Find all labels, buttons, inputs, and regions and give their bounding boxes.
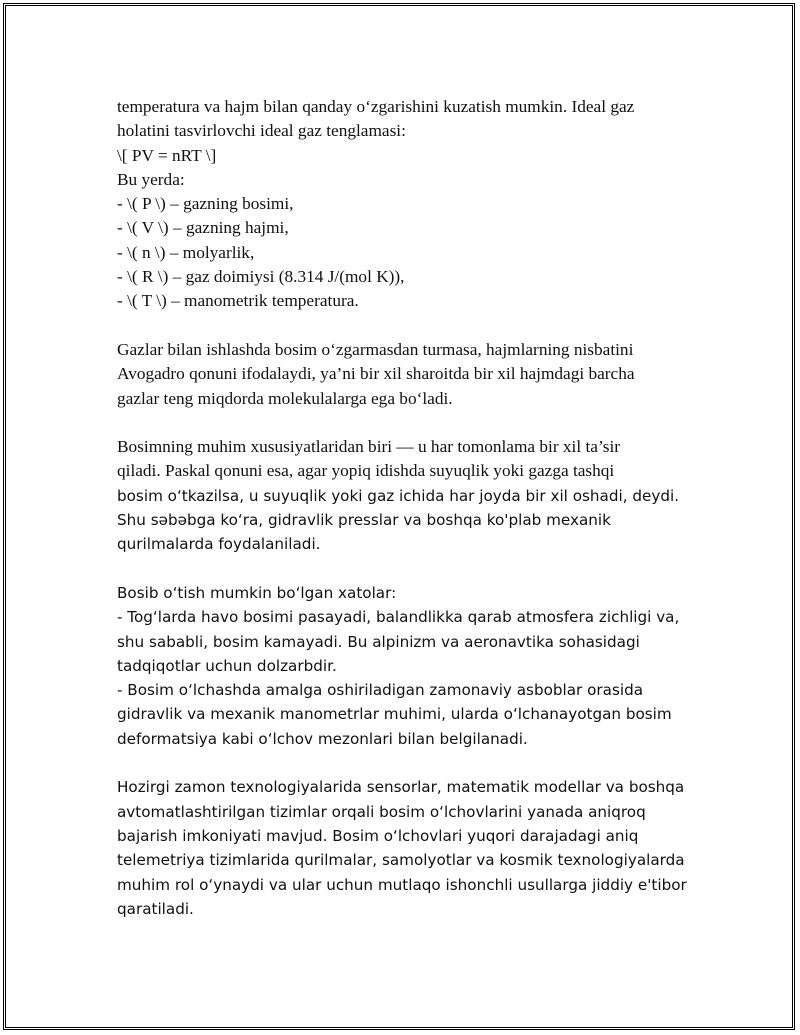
paragraph-modern-tech <box>117 775 717 921</box>
list-item: - \( n \) – molyarlik, <box>117 242 255 262</box>
list-item: - Bosim o‘lchashda amalga oshiriladigan zamonaviy asboblar orasida <box>117 681 644 700</box>
text-line: Bosimning muhim xususiyatlaridan biri — u har tomonlama bir xil ta’sir <box>117 437 621 457</box>
list-item: - \( R \) – gaz doimiysi (8.314 J/(mol K)), <box>117 267 405 287</box>
document-body <box>117 95 717 921</box>
paragraph-errors <box>117 581 717 751</box>
text-line: gazlar teng miqdorda molekulalarga ega bo‘ladi. <box>117 388 453 408</box>
text-line: bosim o‘tkazilsa, u suyuqlik yoki gaz ichida har joyda bir xil oshadi, deydi. <box>117 486 680 505</box>
text-line: qaratiladi. <box>117 899 194 918</box>
text-line: avtomatlashtirilgan tizimlar orqali bosim o‘lchovlarini yanada aniqroq <box>117 802 646 821</box>
paragraph-pascal <box>117 435 717 556</box>
paragraph-gap <box>117 411 717 435</box>
text-line: Hozirgi zamon texnologiyalarida sensorlar, matematik modellar va boshqa <box>117 778 685 797</box>
paragraph-ideal-gas <box>117 95 717 314</box>
text-line: qiladi. Paskal qonuni esa, agar yopiq idishda suyuqlik yoki gazga tashqi <box>117 461 615 481</box>
paragraph-gap <box>117 314 717 338</box>
text-line: Avogadro qonuni ifodalaydi, ya’ni bir xil sharoitda bir xil hajmdagi barcha <box>117 364 635 384</box>
text-line: tadqiqotlar uchun dolzarbdir. <box>117 656 337 675</box>
text-line: gidravlik va mexanik manometrlar muhimi, ularda o‘lchanayotgan bosim <box>117 705 672 724</box>
text-line: Bosib o‘tish mumkin bo‘lgan xatolar: <box>117 583 397 602</box>
text-line: Gazlar bilan ishlashda bosim o‘zgarmasdan turmasa, hajmlarning nisbatini <box>117 339 634 359</box>
text-line: deformatsiya kabi o‘lchov mezonlari bilan belgilanadi. <box>117 729 528 748</box>
paragraph-gap <box>117 751 717 775</box>
list-item: - \( T \) – manometrik temperatura. <box>117 291 359 311</box>
text-line: qurilmalarda foydalaniladi. <box>117 535 321 554</box>
list-item: - Tog‘larda havo bosimi pasayadi, balandlikka qarab atmosfera zichligi va, <box>117 608 680 627</box>
text-line: Shu səbəbga ko‘ra, gidravlik presslar va boshqa ko'plab mexanik <box>117 511 611 530</box>
text-line: muhim rol o‘ynaydi va ular uchun mutlaqo ishonchli usullarga jiddiy e'tibor <box>117 875 687 894</box>
text-line: bajarish imkoniyati mavjud. Bosim o‘lchovlari yuqori darajadagi aniq <box>117 826 639 845</box>
list-item: - \( V \) – gazning hajmi, <box>117 218 289 238</box>
text-line: holatini tasvirlovchi ideal gaz tenglamasi: <box>117 121 406 141</box>
text-line: temperatura va hajm bilan qanday o‘zgarishini kuzatish mumkin. Ideal gaz <box>117 97 635 116</box>
text-line: shu sababli, bosim kamayadi. Bu alpinizm va aeronavtika sohasidagi <box>117 632 640 651</box>
list-item: - \( P \) – gazning bosimi, <box>117 194 294 214</box>
text-line: Bu yerda: <box>117 169 185 189</box>
text-line: telemetriya tizimlarida qurilmalar, samolyotlar va kosmik texnologiyalarda <box>117 851 685 870</box>
equation-line: \[ PV = nRT \] <box>117 145 217 165</box>
paragraph-avogadro <box>117 338 717 411</box>
paragraph-gap <box>117 557 717 581</box>
